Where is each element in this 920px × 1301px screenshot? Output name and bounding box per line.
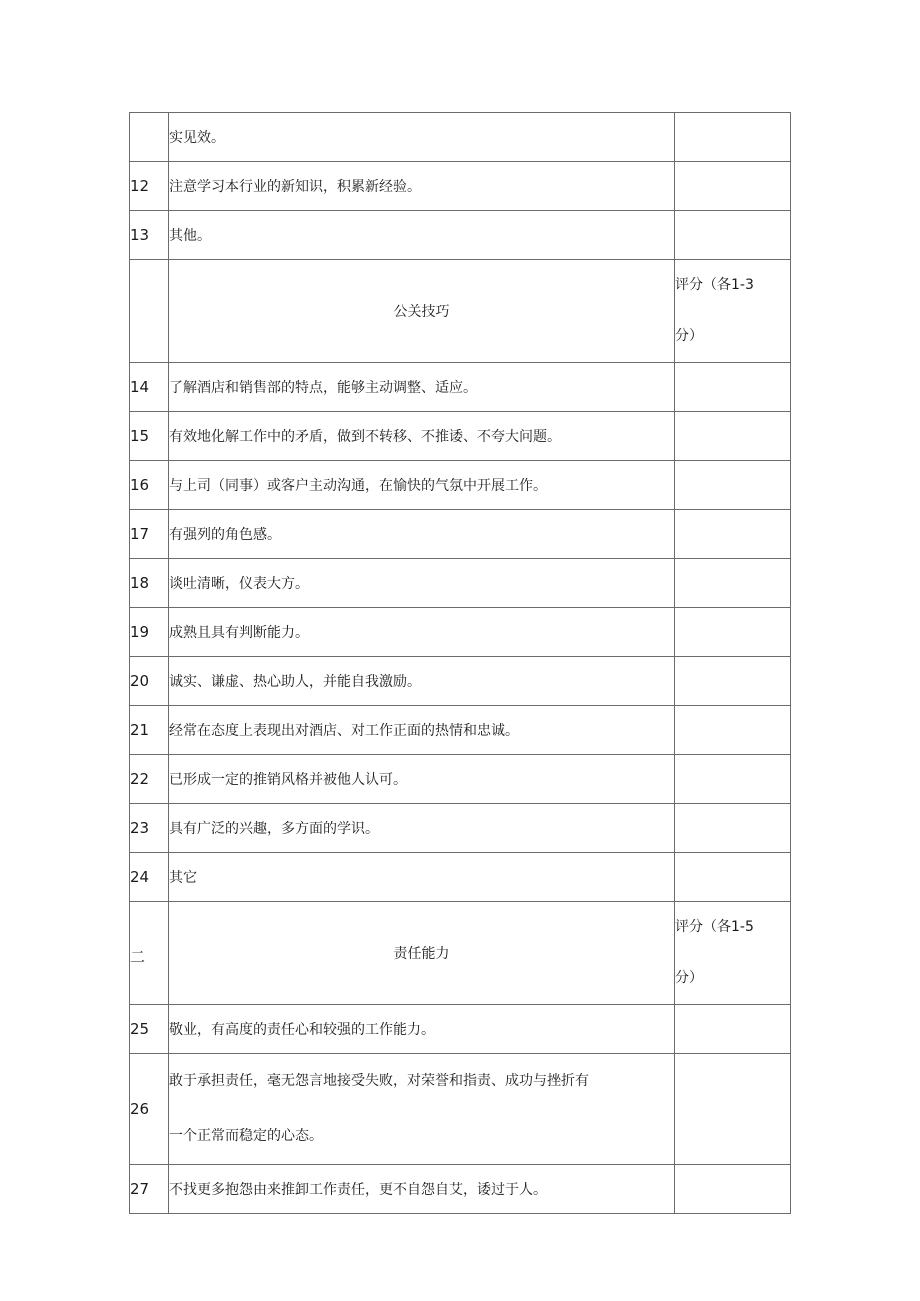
row-score-cell [675, 706, 791, 755]
row-number: 13 [130, 211, 169, 260]
row-score-cell [675, 162, 791, 211]
table-row [130, 412, 791, 461]
row-number: 18 [130, 559, 169, 608]
table-row [130, 162, 791, 211]
row-item-text: 与上司（同事）或客户主动沟通，在愉快的气氛中开展工作。 [169, 461, 675, 510]
row-score-cell [675, 804, 791, 853]
row-item-text: 具有广泛的兴趣，多方面的学识。 [169, 804, 675, 853]
row-item-text: 了解酒店和销售部的特点，能够主动调整、适应。 [169, 363, 675, 412]
row-score-cell [675, 412, 791, 461]
table-row [130, 1165, 791, 1214]
table-row [130, 113, 791, 162]
score-rule-line1: 评分（各1-5 [675, 919, 754, 935]
row-item-text: 有强列的角色感。 [169, 510, 675, 559]
row-number: 20 [130, 657, 169, 706]
row-item-text-line1: 敢于承担责任，毫无怨言地接受失败，对荣誉和指责、成功与挫折有 [169, 1073, 589, 1089]
row-number: 23 [130, 804, 169, 853]
section-title: 责任能力 [169, 902, 675, 1005]
row-number: 21 [130, 706, 169, 755]
row-item-text: 有效地化解工作中的矛盾，做到不转移、不推诿、不夸大问题。 [169, 412, 675, 461]
table-row [130, 1054, 791, 1165]
row-number: 12 [130, 162, 169, 211]
table-row [130, 755, 791, 804]
section-header-row [130, 260, 791, 363]
row-score-cell [675, 1005, 791, 1054]
row-number: 26 [130, 1054, 169, 1165]
row-score-cell [675, 853, 791, 902]
section-number-text: 二 [130, 947, 146, 966]
table-row [130, 211, 791, 260]
row-item-text: 其他。 [169, 211, 675, 260]
section-number [130, 260, 169, 363]
row-item-text: 注意学习本行业的新知识，积累新经验。 [169, 162, 675, 211]
evaluation-table [129, 112, 791, 1214]
table-row [130, 853, 791, 902]
row-score-cell [675, 559, 791, 608]
row-item-text: 成熟且具有判断能力。 [169, 608, 675, 657]
row-item-text: 实见效。 [169, 113, 675, 162]
row-item-text: 已形成一定的推销风格并被他人认可。 [169, 755, 675, 804]
section-number [130, 902, 169, 1005]
section-score-rule [675, 260, 791, 363]
row-score-cell [675, 755, 791, 804]
row-item-text: 不找更多抱怨由来推卸工作责任，更不自怨自艾，诿过于人。 [169, 1165, 675, 1214]
table-row [130, 559, 791, 608]
row-score-cell [675, 1054, 791, 1165]
score-rule-line2: 分） [675, 970, 703, 986]
row-number: 24 [130, 853, 169, 902]
table-row [130, 804, 791, 853]
row-number: 27 [130, 1165, 169, 1214]
section-score-rule [675, 902, 791, 1005]
table-row [130, 657, 791, 706]
row-item-text: 其它 [169, 853, 675, 902]
table-row [130, 461, 791, 510]
row-number: 17 [130, 510, 169, 559]
row-number [130, 113, 169, 162]
row-number: 15 [130, 412, 169, 461]
row-score-cell [675, 363, 791, 412]
row-score-cell [675, 1165, 791, 1214]
table-row [130, 706, 791, 755]
row-item-text: 敬业，有高度的责任心和较强的工作能力。 [169, 1005, 675, 1054]
table-row [130, 510, 791, 559]
section-title: 公关技巧 [169, 260, 675, 363]
row-item-text [169, 1054, 675, 1165]
row-score-cell [675, 461, 791, 510]
table-row [130, 608, 791, 657]
row-score-cell [675, 608, 791, 657]
row-score-cell [675, 211, 791, 260]
table-row [130, 363, 791, 412]
row-item-text: 诚实、谦虚、热心助人，并能自我激励。 [169, 657, 675, 706]
row-number: 14 [130, 363, 169, 412]
row-item-text: 经常在态度上表现出对酒店、对工作正面的热情和忠诚。 [169, 706, 675, 755]
row-number: 25 [130, 1005, 169, 1054]
table-row [130, 1005, 791, 1054]
row-score-cell [675, 113, 791, 162]
row-number: 22 [130, 755, 169, 804]
row-number: 16 [130, 461, 169, 510]
row-score-cell [675, 657, 791, 706]
row-score-cell [675, 510, 791, 559]
row-number: 19 [130, 608, 169, 657]
row-item-text-line2: 一个正常而稳定的心态。 [169, 1128, 323, 1144]
score-rule-line2: 分） [675, 328, 703, 344]
section-header-row [130, 902, 791, 1005]
score-rule-line1: 评分（各1-3 [675, 277, 754, 293]
row-item-text: 谈吐清晰，仪表大方。 [169, 559, 675, 608]
